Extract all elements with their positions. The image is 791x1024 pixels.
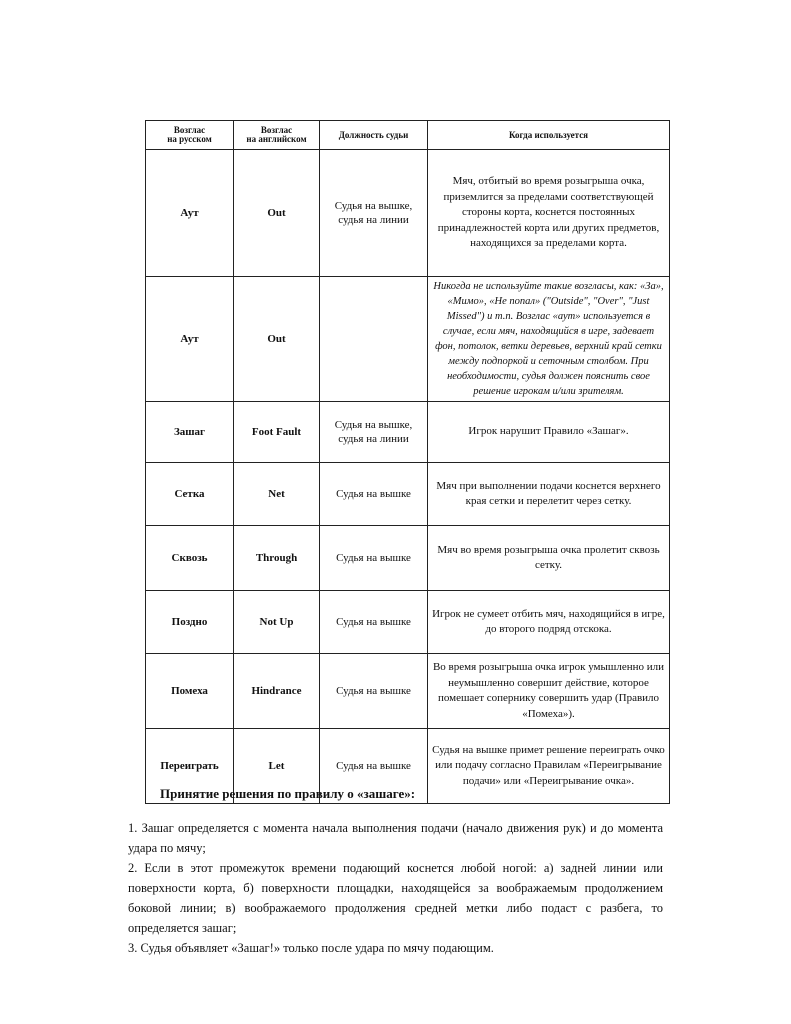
call-en: Out [234, 150, 320, 277]
call-ru: Зашаг [146, 402, 234, 463]
table-row [146, 402, 670, 463]
call-ru: Сквозь [146, 526, 234, 591]
list-item: 3. Судья объявляет «Зашаг!» только после удара по мячу подающим. [128, 941, 494, 955]
usage-description: Никогда не используйте такие возгласы, как: «За», «Мимо», «Не попал» ("Outside", "Over", "Just Missed") и т.п. Возглас «аут» используется в случае, если мяч, находящийся в игре, задевает фон, потолок, ветки деревьев, верхний край сетки между подпоркой и сеточным столбом. При необходимости, судья должен пояснить свое решение игрокам и/или зрителям. [428, 277, 670, 402]
header-position: Должность судьи [320, 121, 428, 150]
umpire-position: Судья на вышке [320, 729, 428, 804]
usage-description: Мяч при выполнении подачи коснется верхнего края сетки и перелетит через сетку. [428, 463, 670, 526]
list-item: 1. Зашаг определяется с момента начала выполнения подачи (начало движения рук) и до момента удара по мячу; [128, 821, 663, 855]
section-heading: Принятие решения по правилу о «зашаге»: [160, 786, 416, 801]
table-row [146, 591, 670, 654]
call-ru: Помеха [146, 654, 234, 729]
usage-description: Судья на вышке примет решение переиграть очко или подачу согласно Правилам «Переигрывание подачи» или «Переигрывание очка». [428, 729, 670, 804]
table-row [146, 463, 670, 526]
call-en: Hindrance [234, 654, 320, 729]
usage-description: Во время розыгрыша очка игрок умышленно или неумышленно совершит действие, которое помешает сопернику совершить удар (Правило «Помеха»). [428, 654, 670, 729]
umpire-position: Судья на вышке, судья на линии [320, 402, 428, 463]
usage-description: Игрок нарушит Правило «Зашаг». [428, 402, 670, 463]
call-ru: Аут [146, 277, 234, 402]
umpire-calls-table [145, 120, 670, 804]
call-en: Let [234, 729, 320, 804]
table-row [146, 150, 670, 277]
table-header-row [146, 121, 670, 150]
call-ru: Аут [146, 150, 234, 277]
list-item: 2. Если в этот промежуток времени подающий коснется любой ногой: а) задней линии или поверхности корта, б) поверхности площадки, находящейся за воображаемым продолжением боковой линии; в) воображаемого продолжения средней метки либо подаст с разбега, то определяется зашаг; [128, 861, 663, 935]
umpire-position: Судья на вышке [320, 654, 428, 729]
umpire-position: Судья на вышке, судья на линии [320, 150, 428, 277]
usage-description: Игрок не сумеет отбить мяч, находящийся в игре, до второго подряд отскока. [428, 591, 670, 654]
call-en: Foot Fault [234, 402, 320, 463]
foot-fault-rules-list [128, 818, 663, 958]
umpire-position: Судья на вышке [320, 591, 428, 654]
header-ru-call: Возглас на русском [146, 121, 234, 150]
umpire-position [320, 277, 428, 402]
call-en: Not Up [234, 591, 320, 654]
table-row [146, 654, 670, 729]
call-en: Out [234, 277, 320, 402]
umpire-position: Судья на вышке [320, 526, 428, 591]
call-en: Through [234, 526, 320, 591]
umpire-position: Судья на вышке [320, 463, 428, 526]
call-ru: Сетка [146, 463, 234, 526]
table-row [146, 526, 670, 591]
header-when-used: Когда используется [428, 121, 670, 150]
usage-description: Мяч во время розыгрыша очка пролетит сквозь сетку. [428, 526, 670, 591]
call-ru: Переиграть [146, 729, 234, 804]
table-row [146, 277, 670, 402]
header-en-call: Возглас на английском [234, 121, 320, 150]
usage-description: Мяч, отбитый во время розыгрыша очка, приземлится за пределами соответствующей стороны корта, коснется постоянных принадлежностей корта или других предметов, находящихся за пределами корта. [428, 150, 670, 277]
call-ru: Поздно [146, 591, 234, 654]
call-en: Net [234, 463, 320, 526]
